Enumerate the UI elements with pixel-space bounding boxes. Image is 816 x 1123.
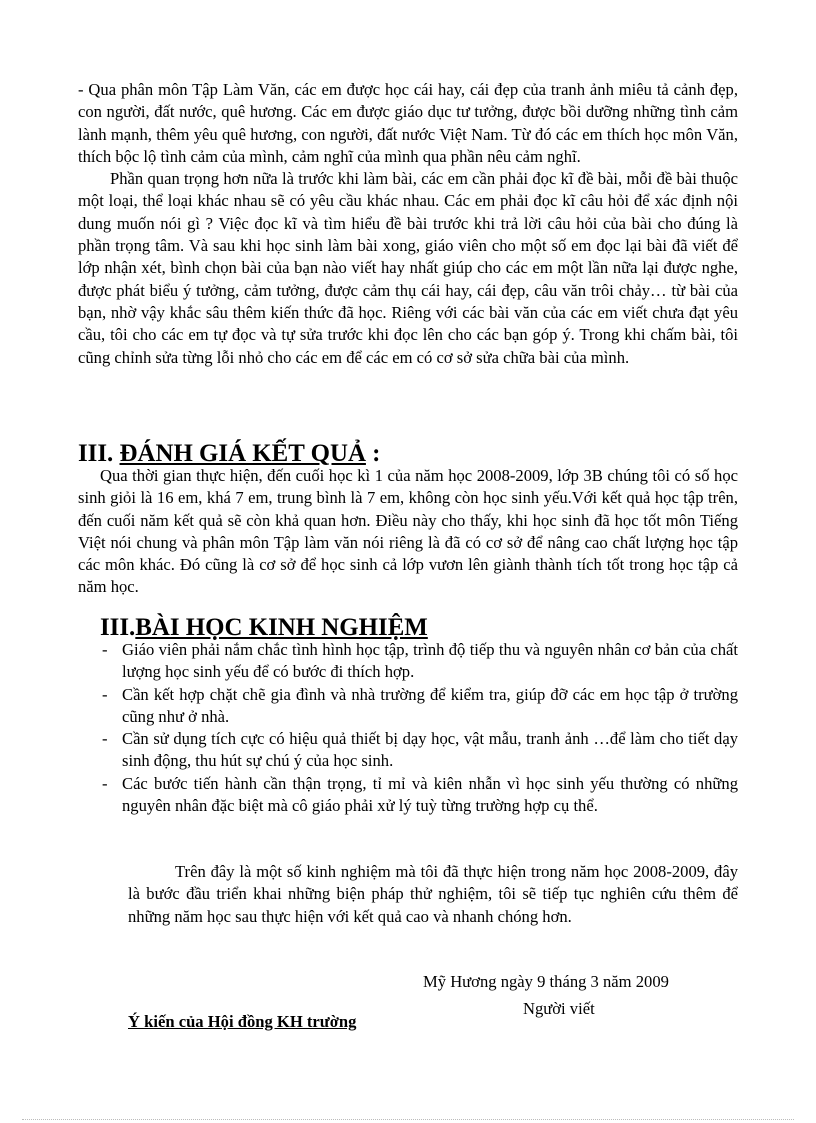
list-item bbox=[74, 639, 738, 684]
list-dash: - bbox=[102, 684, 108, 704]
results-section bbox=[78, 440, 738, 599]
results-heading-prefix: III. bbox=[78, 440, 120, 467]
list-item-text: Cần kết hợp chặt chẽ gia đình và nhà trường để kiểm tra, giúp đỡ các em học tập ở trường cũng như ở nhà. bbox=[122, 684, 738, 726]
lessons-heading bbox=[78, 614, 738, 641]
conclusion-block bbox=[128, 861, 738, 928]
results-heading-suffix: : bbox=[365, 440, 381, 467]
conclusion-paragraph: Trên đây là một số kinh nghiệm mà tôi đã thực hiện trong năm học 2008-2009, đây là bước đầu triển khai những biện pháp thử nghiệm, tôi sẽ tiếp tục nghiên cứu thêm để những năm học sau thực hiện với kết quả cao và nhanh chóng hơn. bbox=[128, 862, 738, 926]
council-opinion-heading: Ý kiến của Hội đồng KH trường bbox=[128, 1012, 357, 1031]
list-dash: - bbox=[102, 729, 108, 749]
lessons-heading-prefix: III. bbox=[100, 614, 136, 641]
intro-paragraph-1: - Qua phân môn Tập Làm Văn, các em được học cái hay, cái đẹp của tranh ảnh miêu tả cảnh đẹp, con người, đất nước, quê hương. Các em được giáo dục tư tưởng, được bồi dưỡng những tình cảm lành mạnh, thêm yêu quê hương, con người, đất nước Việt Nam. Từ đó các em thích học môn Văn, thích bộc lộ tình cảm của mình, cảm nghĩ của mình qua phần nêu cảm nghĩ. bbox=[78, 80, 738, 166]
signature-place-date: Mỹ Hương ngày 9 tháng 3 năm 2009 bbox=[423, 972, 669, 991]
signature-block bbox=[423, 968, 743, 1022]
list-item bbox=[74, 773, 738, 818]
list-dash: - bbox=[102, 640, 108, 659]
page-bottom-divider bbox=[22, 1119, 794, 1120]
intro-block bbox=[78, 79, 738, 369]
results-heading bbox=[78, 440, 738, 467]
lessons-heading-title: BÀI HỌC KINH NGHIỆM bbox=[135, 614, 428, 641]
lessons-section bbox=[78, 614, 738, 817]
results-paragraph: Qua thời gian thực hiện, đến cuối học kì 1 của năm học 2008-2009, lớp 3B chúng tôi có số học sinh giỏi là 16 em, khá 7 em, trung bình là 7 em, không còn học sinh yếu.Với kết quả học tập trên, đến cuối năm kết quả sẽ còn khả quan hơn. Điều này cho thấy, khi học sinh đã học tốt môn Tiếng Việt nói chung và phân môn Tập làm văn nói riêng là đã có cơ sở để nâng cao chất lượng học tập các môn khác. Đó cũng là cơ sở để học sinh cả lớp vươn lên giành thành tích tốt trong học tập cả năm học. bbox=[78, 466, 738, 597]
results-heading-title: ĐÁNH GIÁ KẾT QUẢ bbox=[119, 440, 366, 467]
list-item-text: Giáo viên phải nắm chắc tình hình học tập, trình độ tiếp thu và nguyên nhân cơ bản của chất lượng học sinh yếu để có bước đi thích hợp. bbox=[122, 640, 738, 682]
list-item bbox=[74, 728, 738, 773]
signature-signer: Người viết bbox=[523, 999, 595, 1018]
lessons-list bbox=[74, 639, 738, 817]
list-item bbox=[74, 684, 738, 729]
list-item-text: Các bước tiến hành cần thận trọng, tỉ mỉ và kiên nhẫn vì học sinh yếu thường có những nguyên nhân đặc biệt mà cô giáo phải xử lý tuỳ từng trường hợp cụ thể. bbox=[122, 773, 738, 816]
list-item-text: Cần sử dụng tích cực có hiệu quả thiết bị dạy học, vật mẫu, tranh ảnh …để làm cho tiết dạy sinh động, thu hút sự chú ý của học sinh. bbox=[122, 729, 738, 771]
list-dash: - bbox=[102, 773, 108, 793]
intro-paragraph-2: Phần quan trọng hơn nữa là trước khi làm bài, các em cần phải đọc kĩ đề bài, mỗi đề bài thuộc một loại, thể loại khác nhau sẽ có yêu cầu khác nhau. Các em phải đọc kĩ câu hỏi để xác định nội dung muốn nói gì ? Việc đọc kĩ và tìm hiểu đề bài trước khi trả lời câu hỏi của bài cho đúng là phần trọng tâm. Và sau khi học sinh làm bài xong, giáo viên cho một số em đọc lại bài đã viết để lớp nhận xét, bình chọn bài của bạn nào viết hay nhất giúp cho các em một lần nữa lại được nghe, được phát biểu ý tưởng, cảm tưởng, được cảm thụ cái hay, cái đẹp, câu văn trôi chảy… từ bài của bạn, nhờ vậy khắc sâu thêm kiến thức đã học. Riêng với các bài văn của các em viết chưa đạt yêu cầu, tôi cho các em tự đọc và tự sửa trước khi đọc lên cho các bạn góp ý. Trong khi chấm bài, tôi cũng chỉnh sửa từng lỗi nhỏ cho các em để các em có cơ sở sửa chữa bài của mình. bbox=[78, 169, 738, 367]
